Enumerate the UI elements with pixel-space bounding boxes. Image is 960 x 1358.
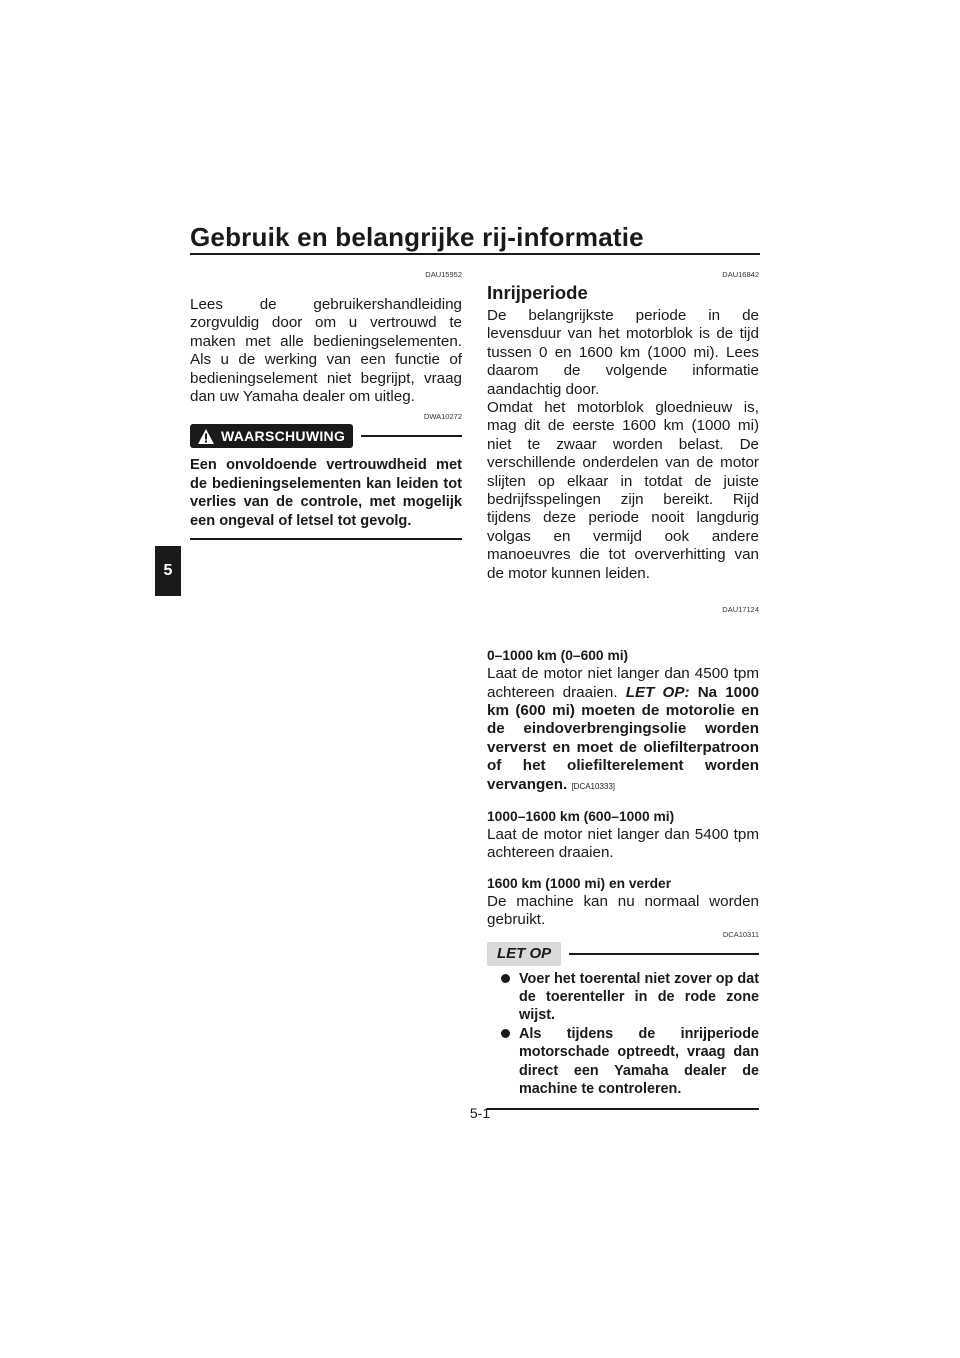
- page-title: Gebruik en belangrijke rij-informatie: [190, 222, 644, 252]
- paragraph: [487, 665, 759, 796]
- list-item-text: Voer het toerental niet zover op dat de toerenteller in de rode zone wijst.: [519, 970, 759, 1024]
- letop-badge: LET OP: [487, 942, 561, 966]
- list-item: [487, 970, 759, 1025]
- warning-text: Een onvoldoende vertrouwdheid met de bedieningselementen kan leiden tot verlies van de controle, met mogelijk een ongeval of letsel tot gevolg.: [190, 457, 462, 529]
- sub-heading: 1600 km (1000 mi) en verder: [487, 875, 672, 891]
- notice-list: [487, 970, 759, 1099]
- section-code: DAU17124: [722, 605, 759, 615]
- warning-badge: [190, 424, 353, 448]
- chapter-tab: 5: [155, 546, 181, 596]
- paragraph: Omdat het motorblok gloednieuw is, mag dit de eerste 1600 km (1000 mi) niet te zwaar worden belast. De verschillende onderdelen van de motor slijten op elkaar in totdat de juiste bedrijfsspelingen zijn bereikt. Rijd tijdens deze periode nooit langdurig volgas en vermijd ook andere manoeuvres die tot oververhitting van de motor kunnen leiden.: [487, 399, 759, 582]
- paragraph: De machine kan nu normaal worden gebruikt.: [487, 892, 759, 929]
- notice-header: [487, 942, 759, 966]
- text-run: Laat de motor niet langer dan 4500 tpm achtereen draaien.: [487, 665, 759, 701]
- section-heading: Inrijperiode: [487, 282, 588, 303]
- sub-heading: 1000–1600 km (600–1000 mi): [487, 808, 675, 824]
- notice-rule: [569, 953, 759, 955]
- warning-label: WAARSCHUWING: [221, 428, 346, 445]
- letop-inline-label: LET OP:: [625, 683, 690, 701]
- warning-triangle-icon: [198, 429, 214, 444]
- warning-rule: [361, 435, 462, 437]
- title-rule: [190, 253, 760, 255]
- list-item-text: Als tijdens de inrijperiode motorschade optreedt, vraag dan direct een Yamaha dealer de machine te controleren.: [519, 1025, 759, 1097]
- bullet-icon: [501, 974, 510, 983]
- section-code: DAU16842: [722, 270, 759, 279]
- bullet-icon: [501, 1029, 510, 1038]
- notice-code: DCA10311: [722, 929, 759, 939]
- left-column: [190, 270, 462, 540]
- warning-end-rule: [190, 538, 462, 540]
- reference-code: [DCA10333]: [571, 781, 616, 791]
- sub-heading: 0–1000 km (0–600 mi): [487, 648, 629, 664]
- caution-text: Na 1000 km (600 mi) moeten de motorolie en de eindoverbrengingsolie worden ververst en moet de oliefilterpatroon of het oliefilterelement worden vervangen.: [487, 683, 760, 793]
- paragraph: De belangrijkste periode in de levensduur van het motorblok is de tijd tussen 0 en 1600 km (1000 mi). Lees daarom de volgende informatie aandachtig door.: [487, 307, 759, 398]
- page-number: 5-1: [469, 1105, 491, 1121]
- section-code: DAU15952: [425, 270, 462, 279]
- warning-code: DWA10272: [423, 412, 462, 422]
- paragraph: Laat de motor niet langer dan 5400 tpm achtereen draaien.: [487, 825, 759, 862]
- intro-paragraph: Lees de gebruikershandleiding zorgvuldig door om u vertrouwd te maken met alle bedieningselementen. Als u de werking van een functie of bedieningselement niet begrijpt, vraag dan uw Yamaha dealer om uitleg.: [190, 296, 462, 406]
- right-column: [487, 270, 759, 1110]
- warning-header: [190, 424, 462, 448]
- list-item: [487, 1025, 759, 1099]
